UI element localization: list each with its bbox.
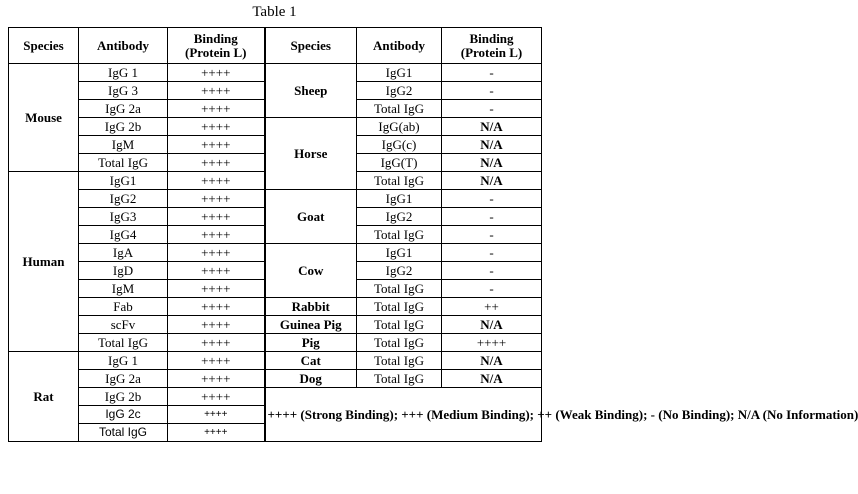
antibody-cell: IgG 2a (79, 370, 168, 388)
binding-cell: ++++ (168, 316, 265, 334)
antibody-cell: IgG 2b (79, 388, 168, 406)
species-cell: Cat (265, 352, 357, 370)
table-row (9, 316, 542, 334)
binding-cell: ++++ (168, 262, 265, 280)
antibody-cell: Total IgG (357, 316, 442, 334)
binding-cell: ++++ (168, 208, 265, 226)
binding-cell: ++++ (168, 172, 265, 190)
binding-legend: ++++ (Strong Binding); +++ (Medium Binding); ++ (Weak Binding); - (No Binding); N/A (No Information) (265, 388, 542, 442)
table-row (9, 244, 542, 262)
binding-cell: ++++ (168, 154, 265, 172)
table-caption: Table 1 (252, 4, 297, 20)
binding-cell: - (442, 190, 542, 208)
header-binding-line1: Binding (469, 30, 514, 46)
table-row (9, 388, 542, 406)
antibody-cell: Total IgG (357, 226, 442, 244)
binding-cell: ++++ (168, 100, 265, 118)
header-binding-line2: (Protein L) (460, 44, 523, 60)
binding-cell: N/A (442, 316, 542, 334)
species-cell: Dog (265, 370, 357, 388)
table-row (9, 370, 542, 388)
header-binding-left (168, 28, 265, 64)
header-row (9, 28, 542, 64)
antibody-cell: Total IgG (357, 334, 442, 352)
antibody-cell: IgG 2b (79, 118, 168, 136)
binding-cell: ++++ (168, 424, 265, 442)
antibody-cell: IgG 1 (79, 352, 168, 370)
binding-cell: ++++ (168, 190, 265, 208)
header-antibody-right: Antibody (357, 28, 442, 64)
binding-cell: ++++ (168, 82, 265, 100)
binding-cell: N/A (442, 352, 542, 370)
binding-cell: N/A (442, 118, 542, 136)
table-row (9, 118, 542, 136)
species-cell: Mouse (9, 64, 79, 172)
binding-table (8, 27, 858, 442)
header-antibody-left: Antibody (79, 28, 168, 64)
binding-cell: ++++ (168, 406, 265, 424)
antibody-cell: scFv (79, 316, 168, 334)
binding-cell: - (442, 226, 542, 244)
table-row (9, 298, 542, 316)
antibody-cell: IgG1 (357, 64, 442, 82)
antibody-cell: Total IgG (357, 100, 442, 118)
species-cell: Goat (265, 190, 357, 244)
binding-cell: ++++ (168, 334, 265, 352)
antibody-cell: IgA (79, 244, 168, 262)
binding-cell: ++++ (442, 334, 542, 352)
antibody-cell: IgG3 (79, 208, 168, 226)
antibody-cell: Total IgG (357, 298, 442, 316)
binding-cell: ++++ (168, 352, 265, 370)
antibody-cell: IgD (79, 262, 168, 280)
table-row (9, 352, 542, 370)
header-species-right: Species (265, 28, 357, 64)
antibody-cell: IgG1 (357, 244, 442, 262)
table-row (9, 190, 542, 208)
binding-cell: - (442, 208, 542, 226)
table-row (9, 64, 542, 82)
antibody-cell: IgM (79, 280, 168, 298)
binding-cell: ++ (442, 298, 542, 316)
binding-cell: - (442, 100, 542, 118)
binding-cell: - (442, 262, 542, 280)
binding-cell: - (442, 280, 542, 298)
binding-cell: N/A (442, 370, 542, 388)
species-cell: Horse (265, 118, 357, 190)
antibody-cell: Total IgG (357, 280, 442, 298)
antibody-cell: IgG(T) (357, 154, 442, 172)
antibody-cell: IgG 1 (79, 64, 168, 82)
antibody-cell: Total IgG (79, 334, 168, 352)
antibody-cell: Total IgG (79, 424, 168, 442)
header-binding-right (442, 28, 542, 64)
binding-cell: ++++ (168, 280, 265, 298)
binding-cell: ++++ (168, 64, 265, 82)
binding-cell: - (442, 82, 542, 100)
header-binding-line1: Binding (193, 30, 238, 46)
binding-cell: ++++ (168, 388, 265, 406)
species-cell: Sheep (265, 64, 357, 118)
species-cell: Pig (265, 334, 357, 352)
binding-cell: N/A (442, 136, 542, 154)
binding-cell: ++++ (168, 136, 265, 154)
antibody-cell: IgG2 (357, 208, 442, 226)
species-cell: Cow (265, 244, 357, 298)
binding-cell: ++++ (168, 226, 265, 244)
binding-cell: ++++ (168, 244, 265, 262)
antibody-cell: IgG2 (357, 82, 442, 100)
antibody-cell: Total IgG (357, 352, 442, 370)
antibody-cell: IgG(c) (357, 136, 442, 154)
antibody-cell: IgG 2c (79, 406, 168, 424)
antibody-cell: Total IgG (79, 154, 168, 172)
antibody-cell: IgG2 (79, 190, 168, 208)
binding-cell: ++++ (168, 118, 265, 136)
header-species-left: Species (9, 28, 79, 64)
antibody-cell: Total IgG (357, 370, 442, 388)
antibody-cell: IgG2 (357, 262, 442, 280)
antibody-cell: IgG(ab) (357, 118, 442, 136)
species-cell: Guinea Pig (265, 316, 357, 334)
antibody-cell: Total IgG (357, 172, 442, 190)
species-cell: Rat (9, 352, 79, 442)
binding-cell: - (442, 244, 542, 262)
antibody-cell: IgG1 (79, 172, 168, 190)
binding-cell: - (442, 64, 542, 82)
binding-cell: ++++ (168, 298, 265, 316)
binding-cell: N/A (442, 172, 542, 190)
species-cell: Human (9, 172, 79, 352)
antibody-cell: Fab (79, 298, 168, 316)
antibody-cell: IgG4 (79, 226, 168, 244)
binding-cell: ++++ (168, 370, 265, 388)
header-binding-line2: (Protein L) (185, 44, 247, 60)
binding-cell: N/A (442, 154, 542, 172)
antibody-cell: IgG 3 (79, 82, 168, 100)
antibody-cell: IgG1 (357, 190, 442, 208)
table-row (9, 334, 542, 352)
antibody-cell: IgG 2a (79, 100, 168, 118)
species-cell: Rabbit (265, 298, 357, 316)
antibody-cell: IgM (79, 136, 168, 154)
